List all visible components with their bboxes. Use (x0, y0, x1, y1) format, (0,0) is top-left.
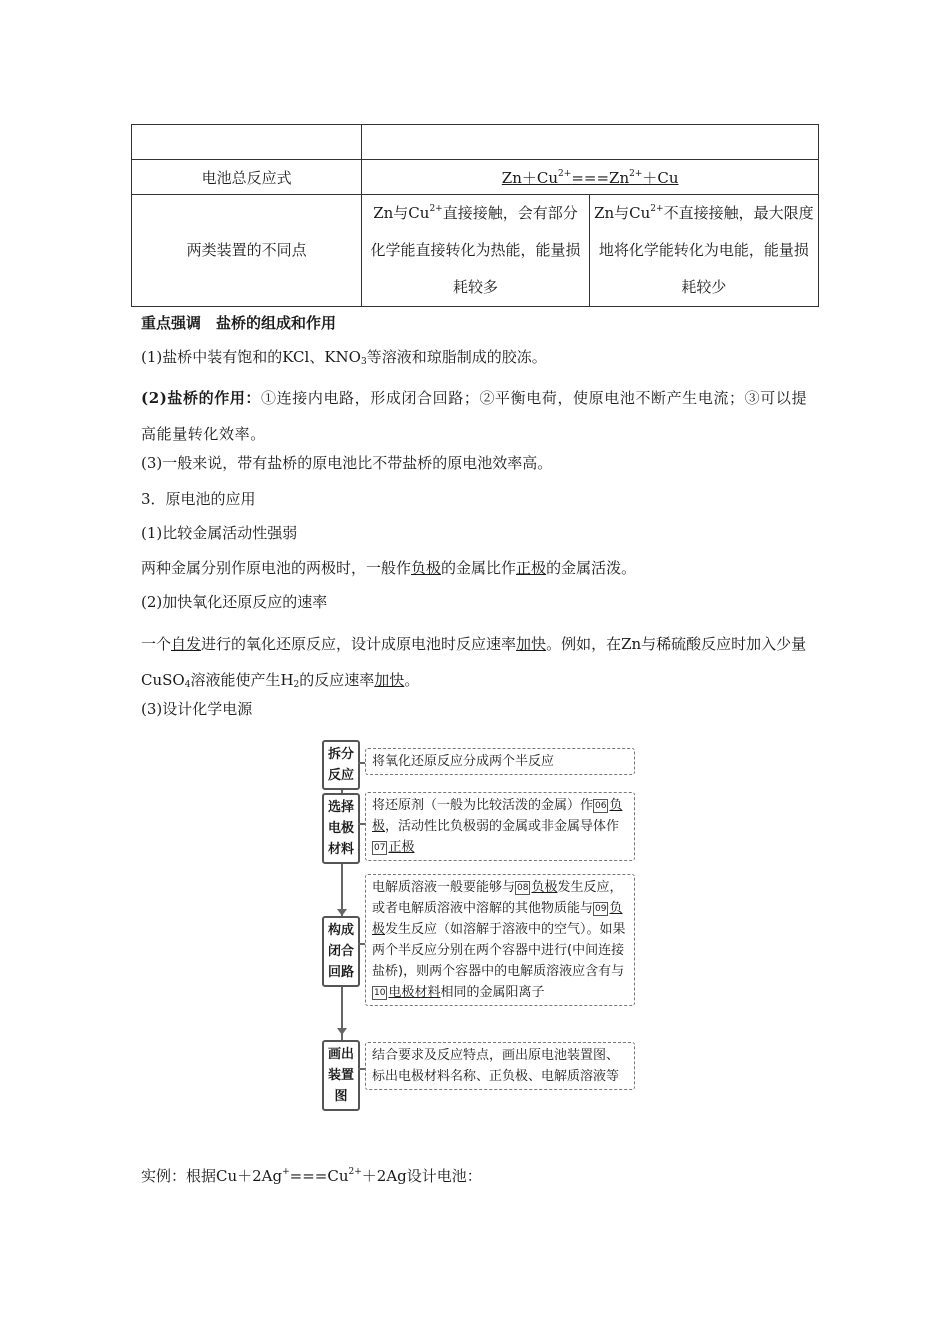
emphasis-p2-label: (2)盐桥的作用： (141, 389, 262, 407)
section-3-3-title: (3)设计化学电源 (141, 700, 253, 718)
section-3-2-text (141, 626, 813, 698)
table-row (132, 160, 819, 195)
answer-number: 06 (595, 801, 607, 811)
section-3-1-title: (1)比较金属活动性强弱 (141, 524, 298, 542)
example-text: 实例：根据$Cu+2Ag^+===Cu^{2+}+2Ag$设计电池： (141, 1167, 482, 1185)
design-flow-diagram (320, 738, 626, 1114)
flow-link (358, 943, 365, 945)
flow-arrow-icon (337, 909, 347, 916)
flow-step-text: 结合要求及反应特点，画出原电池装置图、标出电极材料名称、正负极、电解质溶液等 (365, 1042, 635, 1090)
emphasis-p1 (141, 346, 547, 367)
section-3-title: 3．原电池的应用 (141, 490, 256, 508)
table-row (132, 125, 819, 160)
answer-number: 09 (595, 904, 607, 914)
row-label-total-reaction: 电池总反应式 (132, 160, 362, 195)
section-3-2-content: 一个自发进行的氧化还原反应，设计成原电池时反应速率加快。例如，在Zn与稀硫酸反应时加入少量CuSO$_4$溶液能使产生$H_2$的反应速率加快。 (141, 635, 807, 690)
flow-step-text: 电解质溶液一般要能够与 08 负极发生反应，或者电解质溶液中溶解的其他物质能与 09 负极发生反应（如溶解于溶液中的空气）。如果两个半反应分别在两个容器中进行(中间连接盐桥)，则两个容器中的电解质溶液应含有与10 电极材料相同的金属阳离子 (365, 874, 635, 1006)
difference-direct-contact (362, 195, 589, 307)
total-reaction-formula (362, 160, 819, 195)
flow-link (358, 762, 365, 764)
table-cell-empty (362, 125, 819, 160)
flow-step-label: 选择 电极 材料 (322, 793, 360, 864)
difference-salt-bridge (589, 195, 818, 307)
flow-arrow-icon (337, 1028, 347, 1035)
flow-step-label: 画出 装置 图 (322, 1040, 360, 1111)
comparison-table (131, 124, 819, 307)
section-3-1-content: 两种金属分别作原电池的两极时，一般作负极的金属比作正极的金属活泼。 (141, 559, 637, 577)
emphasis-p1-text: (1)盐桥中装有饱和的KCl、$KNO_3$等溶液和琼脂制成的胶冻。 (141, 348, 547, 367)
emphasis-title: 重点强调 盐桥的组成和作用 (141, 314, 337, 332)
reaction-text: $Zn+Cu^{2+}===Zn^{2+}+Cu$ (501, 168, 679, 187)
emphasis-p3: (3)一般来说，带有盐桥的原电池比不带盐桥的原电池效率高。 (141, 454, 553, 472)
emphasis-p2 (141, 380, 811, 452)
answer-number: 07 (374, 843, 386, 853)
flow-link (358, 823, 365, 825)
flow-step-text: 将氧化还原反应分成两个半反应 (365, 748, 635, 775)
row-label-difference: 两类装置的不同点 (132, 195, 362, 307)
diff-left-text: Zn与$Cu^{2+}$直接接触，会有部分化学能直接转化为热能，能量损耗较多 (370, 204, 581, 296)
table-row (132, 195, 819, 307)
section-3-2-title: (2)加快氧化还原反应的速率 (141, 593, 328, 611)
flow-link (358, 1068, 365, 1070)
flow-step-label: 拆分 反应 (322, 740, 360, 790)
emphasis-p2-text: ①连接内电路，形成闭合回路；②平衡电荷，使原电池不断产生电流；③可以提高能量转化效率。 (141, 389, 808, 443)
table-cell-empty (132, 125, 362, 160)
example-line (141, 1165, 482, 1186)
flow-step-label: 构成 闭合 回路 (322, 916, 360, 987)
section-3-1-text (141, 557, 636, 578)
answer-number: 10 (374, 988, 386, 998)
answer-number: 08 (517, 883, 529, 893)
flow-step-text: 将还原剂（一般为比较活泼的金属）作 06 负极，活动性比负极弱的金属或非金属导体作07 正极 (365, 792, 635, 861)
diff-right-text: Zn与$Cu^{2+}$不直接接触，最大限度地将化学能转化为电能，能量损耗较少 (594, 204, 814, 296)
